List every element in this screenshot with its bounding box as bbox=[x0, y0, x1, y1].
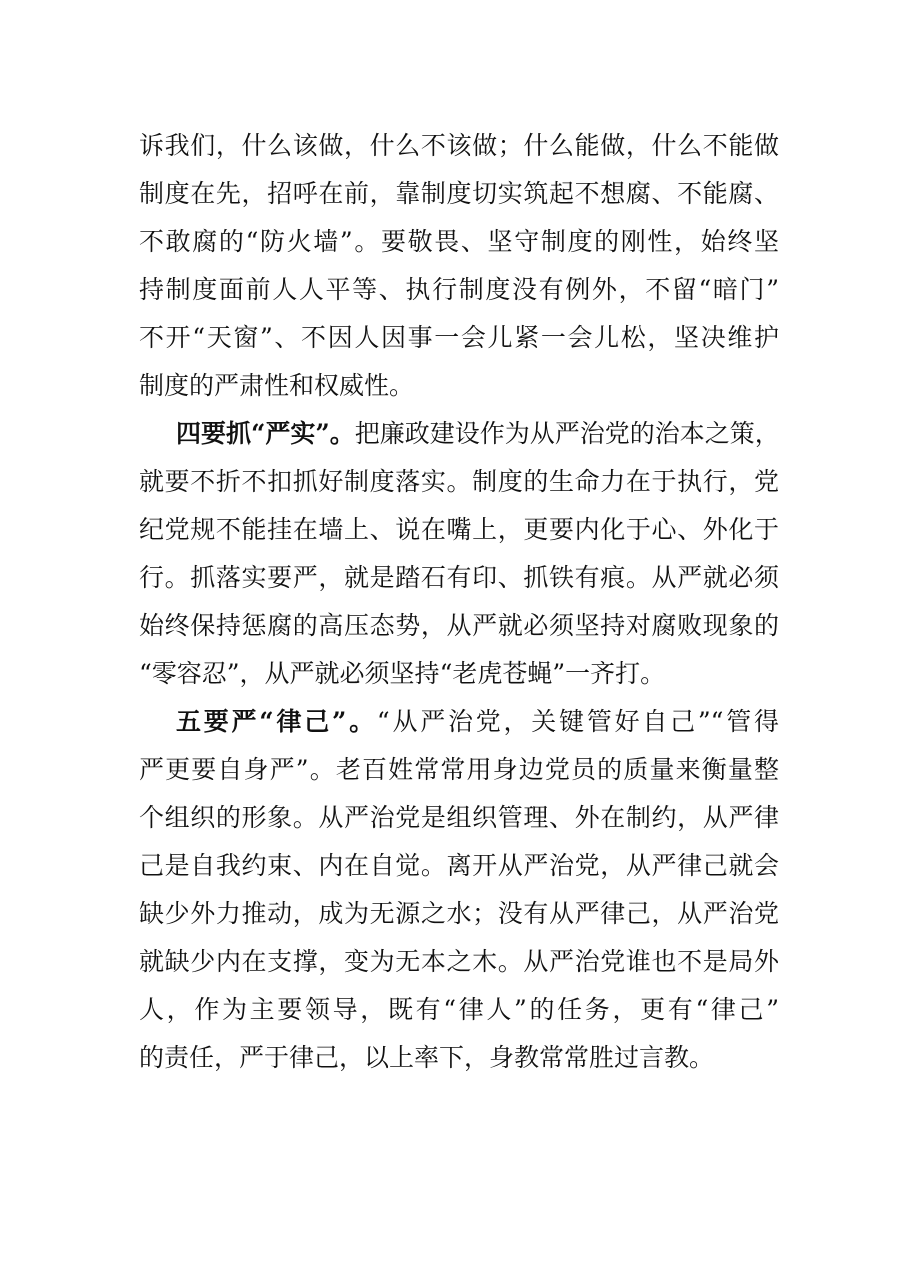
paragraph-3-line-5: 缺少外力推动，成为无源之水；没有从严律己，从严治党 bbox=[139, 899, 779, 928]
paragraph-1-line-6: 制度的严肃性和权威性。 bbox=[139, 371, 415, 400]
paragraph-2-line-6: “零容忍”，从严就必须坚持“老虎苍蝇”一齐打。 bbox=[139, 659, 666, 688]
paragraph-2-line-1-text: 把廉政建设作为从严治党的治本之策， bbox=[354, 419, 780, 448]
paragraph-1-line-1: 诉我们，什么该做，什么不该做；什么能做，什么不能做 bbox=[139, 131, 779, 160]
paragraph-3-heading: 五要严“律己”。 bbox=[176, 707, 377, 736]
paragraph-3-line-1 bbox=[176, 702, 779, 742]
paragraph-1-line-3: 不敢腐的“防火墙”。要敬畏、坚守制度的刚性，始终坚 bbox=[139, 227, 779, 256]
paragraph-1-line-4: 持制度面前人人平等、执行制度没有例外，不留“暗门” bbox=[139, 275, 779, 304]
paragraph-3-line-2: 严更要自身严”。老百姓常常用身边党员的质量来衡量整 bbox=[139, 755, 779, 784]
paragraph-2-heading: 四要抓“严实”。 bbox=[176, 419, 355, 448]
paragraph-3-line-7: 人，作为主要领导，既有“律人”的任务，更有“律己” bbox=[139, 995, 779, 1024]
paragraph-1-line-2: 制度在先，招呼在前，靠制度切实筑起不想腐、不能腐、 bbox=[139, 179, 779, 208]
paragraph-2-line-3: 纪党规不能挂在墙上、说在嘴上，更要内化于心、外化于 bbox=[139, 515, 779, 544]
paragraph-3-line-8: 的责任，严于律己，以上率下，身教常常胜过言教。 bbox=[139, 1043, 715, 1072]
paragraph-3-line-4: 己是自我约束、内在自觉。离开从严治党，从严律己就会 bbox=[139, 851, 779, 880]
paragraph-3-line-1-text: “从严治党，关键管好自己”“管得 bbox=[376, 707, 779, 736]
paragraph-2-line-4: 行。抓落实要严，就是踏石有印、抓铁有痕。从严就必须 bbox=[139, 563, 779, 592]
paragraph-3-line-3: 个组织的形象。从严治党是组织管理、外在制约，从严律 bbox=[139, 803, 779, 832]
paragraph-3-line-6: 就缺少内在支撑，变为无本之木。从严治党谁也不是局外 bbox=[139, 947, 779, 976]
paragraph-2-line-1 bbox=[176, 414, 779, 454]
paragraph-1-line-5: 不开“天窗”、不因人因事一会儿紧一会儿松，坚决维护 bbox=[139, 323, 779, 352]
paragraph-2-line-5: 始终保持惩腐的高压态势，从严就必须坚持对腐败现象的 bbox=[139, 611, 779, 640]
paragraph-2-line-2: 就要不折不扣抓好制度落实。制度的生命力在于执行，党 bbox=[139, 467, 779, 496]
